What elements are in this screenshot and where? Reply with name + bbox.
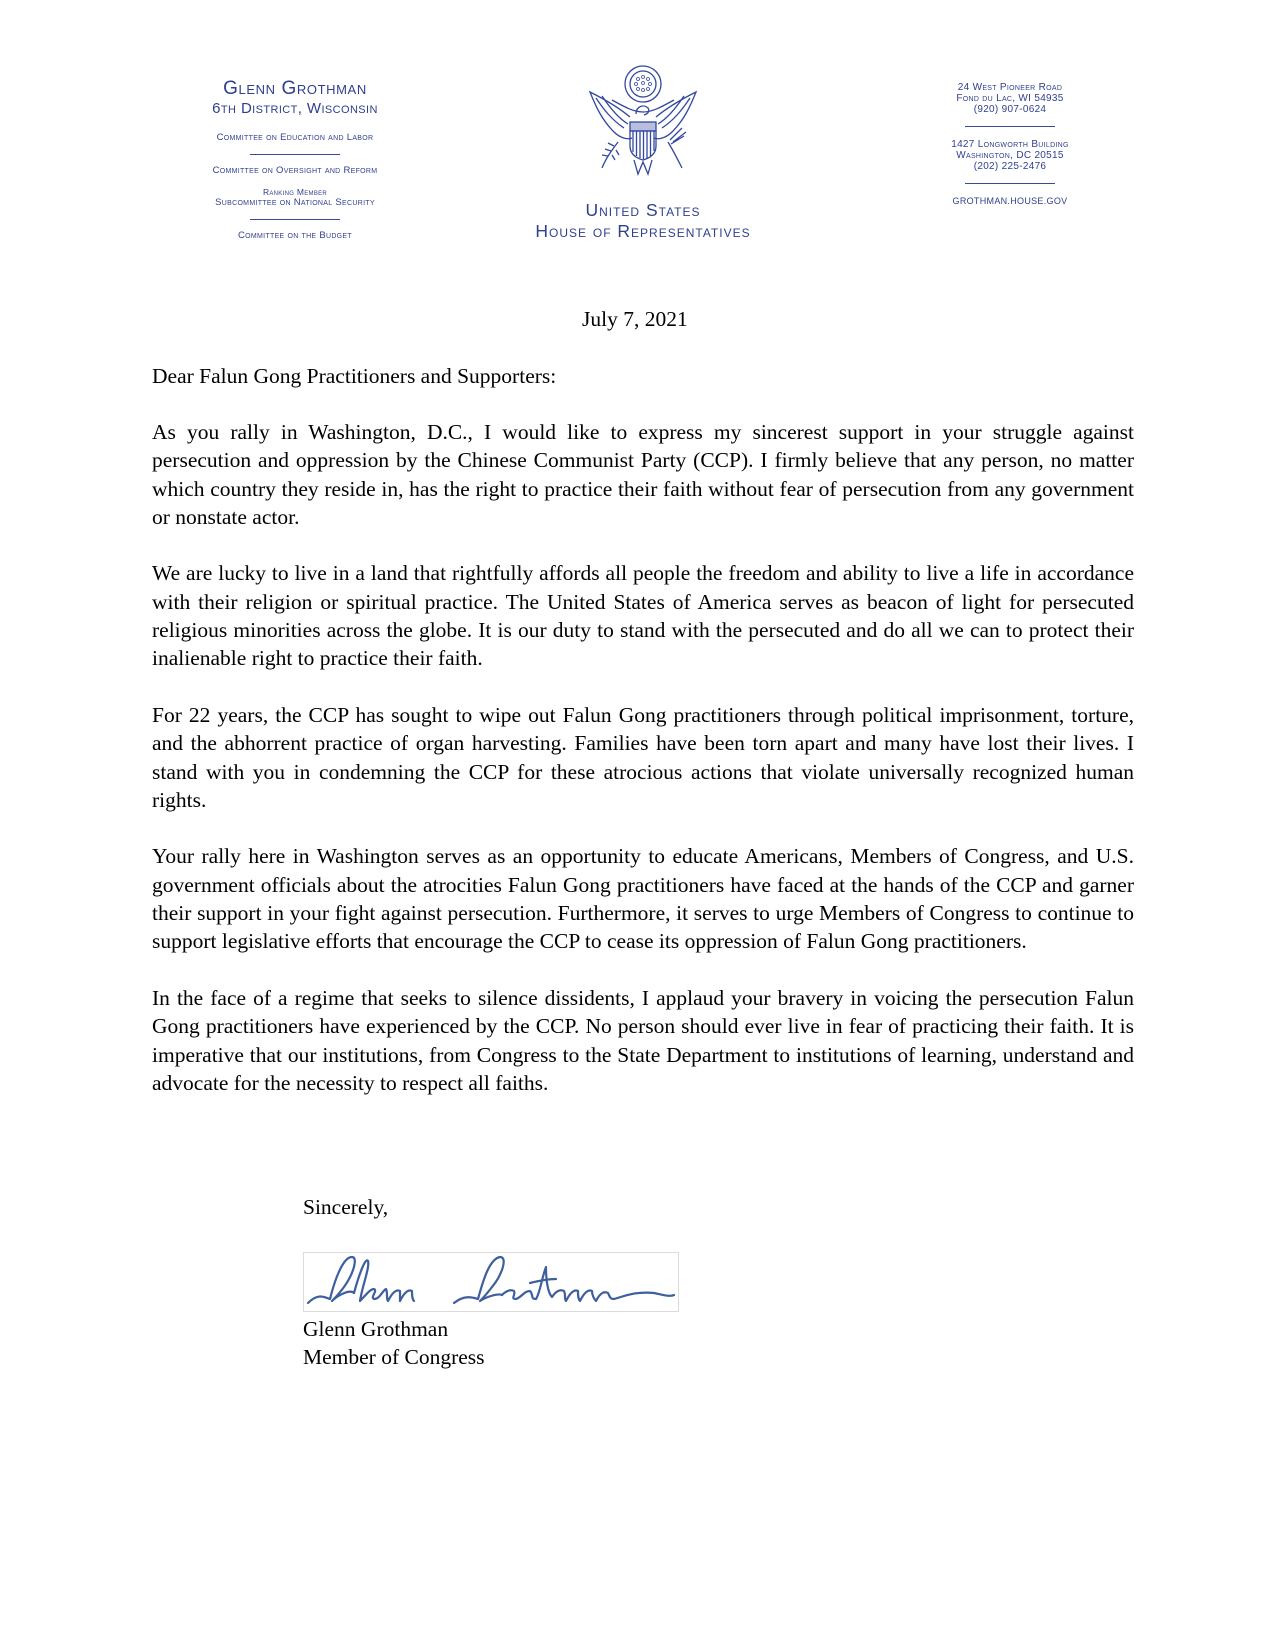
divider [250,219,340,220]
great-seal-eagle-icon [578,62,708,192]
member-district: 6th District, Wisconsin [212,100,378,117]
subcommittee-national-security: Subcommittee on National Security [215,197,375,208]
district-office-address-line-2: Fond du Lac, WI 54935 [956,93,1064,104]
district-office-phone: (920) 907-0624 [973,104,1047,115]
member-name: Glenn Grothman [223,78,367,99]
district-office-address-line-1: 24 West Pioneer Road [957,82,1063,93]
website-link[interactable]: GROTHMAN.HOUSE.GOV [952,196,1068,206]
signer-title: Member of Congress [303,1345,485,1369]
paragraph: As you rally in Washington, D.C., I would like to express my sincerest support in your struggle against persecution and oppression by the Chinese Communist Party (CCP). I firmly believe that any person, no matter which country they reside in, has the right to practice their faith without fear of persecution from any government or nonstate actor. [152,420,1134,529]
dc-office-address-line-1: 1427 Longworth Building [951,139,1069,150]
dc-office-phone: (202) 225-2476 [973,161,1047,172]
committee-education-labor: Committee on Education and Labor [216,132,374,143]
divider [965,126,1055,127]
salutation: Dear Falun Gong Practitioners and Supporters: [152,364,557,388]
dc-office-address-line-2: Washington, DC 20515 [956,150,1064,161]
committee-budget: Committee on the Budget [238,230,352,241]
signature-icon [304,1253,678,1311]
letter-body [152,418,1134,1125]
signer-name: Glenn Grothman [303,1317,449,1341]
ranking-member-label: Ranking Member [262,187,328,197]
letterhead-center [483,62,803,242]
divider [250,154,340,155]
united-states-label: United States [585,200,701,220]
letterhead-left [185,78,405,242]
letterhead-right [925,82,1095,207]
letter-date: July 7, 2021 [582,307,688,331]
closing: Sincerely, [303,1195,389,1219]
signature-image [303,1252,679,1312]
house-of-representatives-label: House of Representatives [535,221,751,241]
divider [965,183,1055,184]
paragraph: In the face of a regime that seeks to silence dissidents, I applaud your bravery in voicing the persecution Falun Gong practitioners have experienced by the CCP. No person should ever live in fear of practicing their faith. It is imperative that our institutions, from Congress to the State Department to institutions of learning, understand and advocate for the necessity to respect all faiths. [152,985,1134,1095]
paragraph: For 22 years, the CCP has sought to wipe out Falun Gong practitioners through political imprisonment, torture, and the abhorrent practice of organ harvesting. Families have been torn apart and many have lost their lives. I stand with you in condemning the CCP for these atrocious actions that violate universally recognized human rights. [152,702,1134,812]
committee-oversight-reform: Committee on Oversight and Reform [212,165,378,176]
paragraph: We are lucky to live in a land that rightfully affords all people the freedom and ability to live a life in accordance with their religion or spiritual practice. The United States of America serves as beacon of light for persecuted religious minorities across the globe. It is our duty to stand with the persecuted and do all we can to protect their inalienable right to practice their faith. [152,561,1134,671]
paragraph: Your rally here in Washington serves as an opportunity to educate Americans, Members of Congress, and U.S. government officials about the atrocities Falun Gong practitioners have faced at the hands of the CCP and garner their support in your fight against persecution. Furthermore, it serves to urge Members of Congress to continue to support legislative efforts that encourage the CCP to cease its oppression of Falun Gong practitioners. [152,844,1134,954]
